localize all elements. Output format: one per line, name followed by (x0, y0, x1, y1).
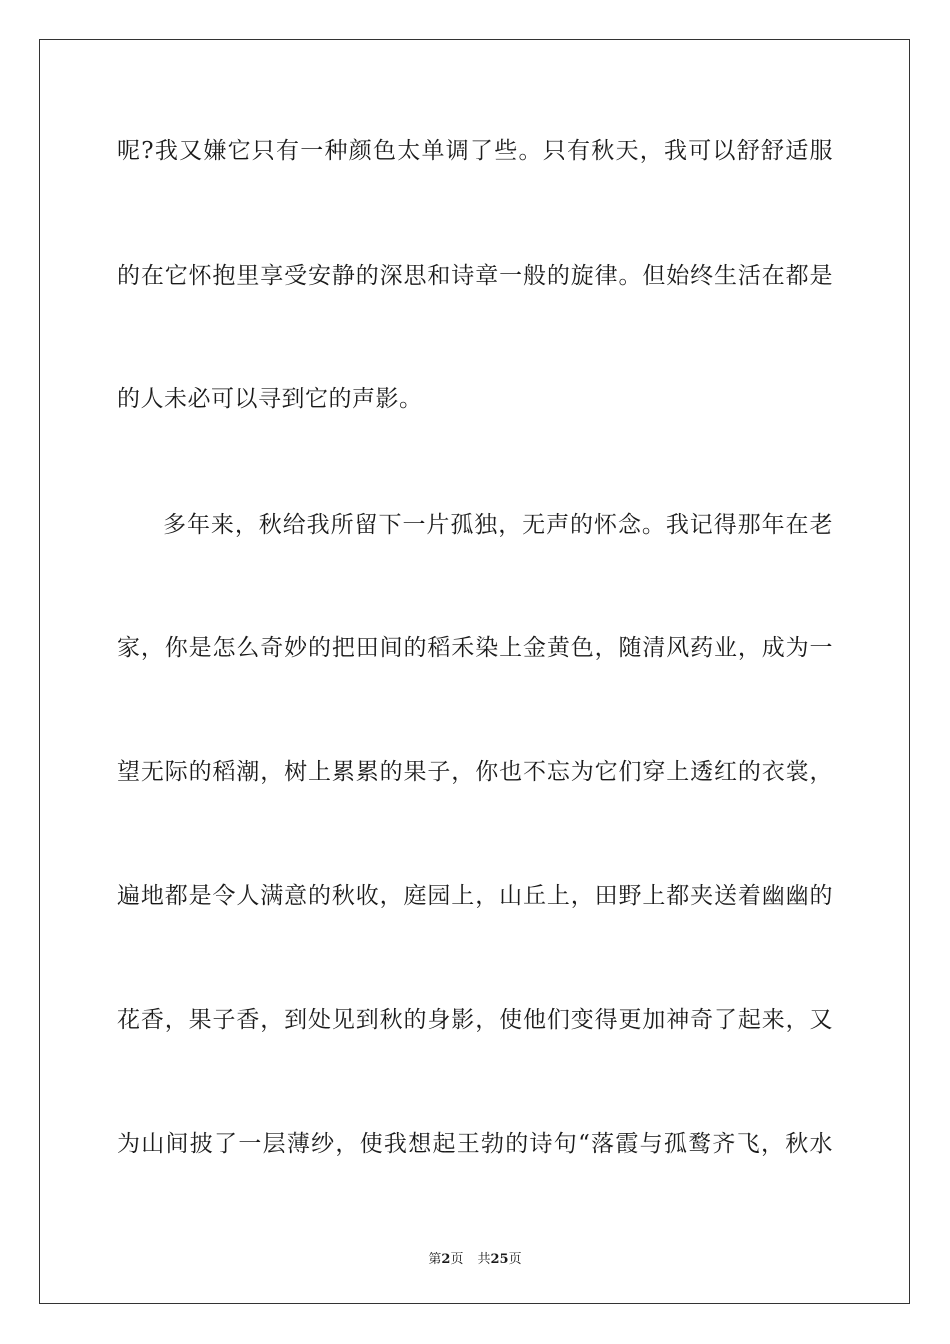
text-line-5: 家，你是怎么奇妙的把田间的稻禾染上金黄色，随清风药业，成为一 (117, 635, 833, 661)
page-suffix: 页 (450, 1252, 464, 1267)
text-line-9: 为山间披了一层薄纱，使我想起王勃的诗句“落霞与孤鹜齐飞，秋水 (117, 1131, 833, 1157)
page-border (39, 39, 910, 1304)
text-line-4-paragraph-start: 多年来，秋给我所留下一片孤独，无声的怀念。我记得那年在老 (163, 512, 833, 538)
page-prefix: 第 (428, 1252, 442, 1267)
text-line-2: 的在它怀抱里享受安静的深思和诗章一般的旋律。但始终生活在都是 (117, 263, 833, 289)
page-number: 2 (441, 1252, 451, 1267)
text-line-6: 望无际的稻潮，树上累累的果子，你也不忘为它们穿上透红的衣裳， (117, 759, 833, 785)
page-footer (0, 1248, 950, 1267)
text-line-7: 遍地都是令人满意的秋收，庭园上，山丘上，田野上都夹送着幽幽的 (117, 883, 833, 909)
text-line-3: 的人未必可以寻到它的声影。 (117, 386, 423, 412)
total-pages: 25 (490, 1252, 509, 1267)
text-line-1: 呢?我又嫌它只有一种颜色太单调了些。只有秋天，我可以舒舒适服 (117, 138, 833, 164)
total-suffix: 页 (508, 1252, 522, 1267)
total-prefix: 共 (477, 1252, 491, 1267)
text-line-8: 花香，果子香，到处见到秋的身影，使他们变得更加神奇了起来，又 (117, 1007, 833, 1033)
